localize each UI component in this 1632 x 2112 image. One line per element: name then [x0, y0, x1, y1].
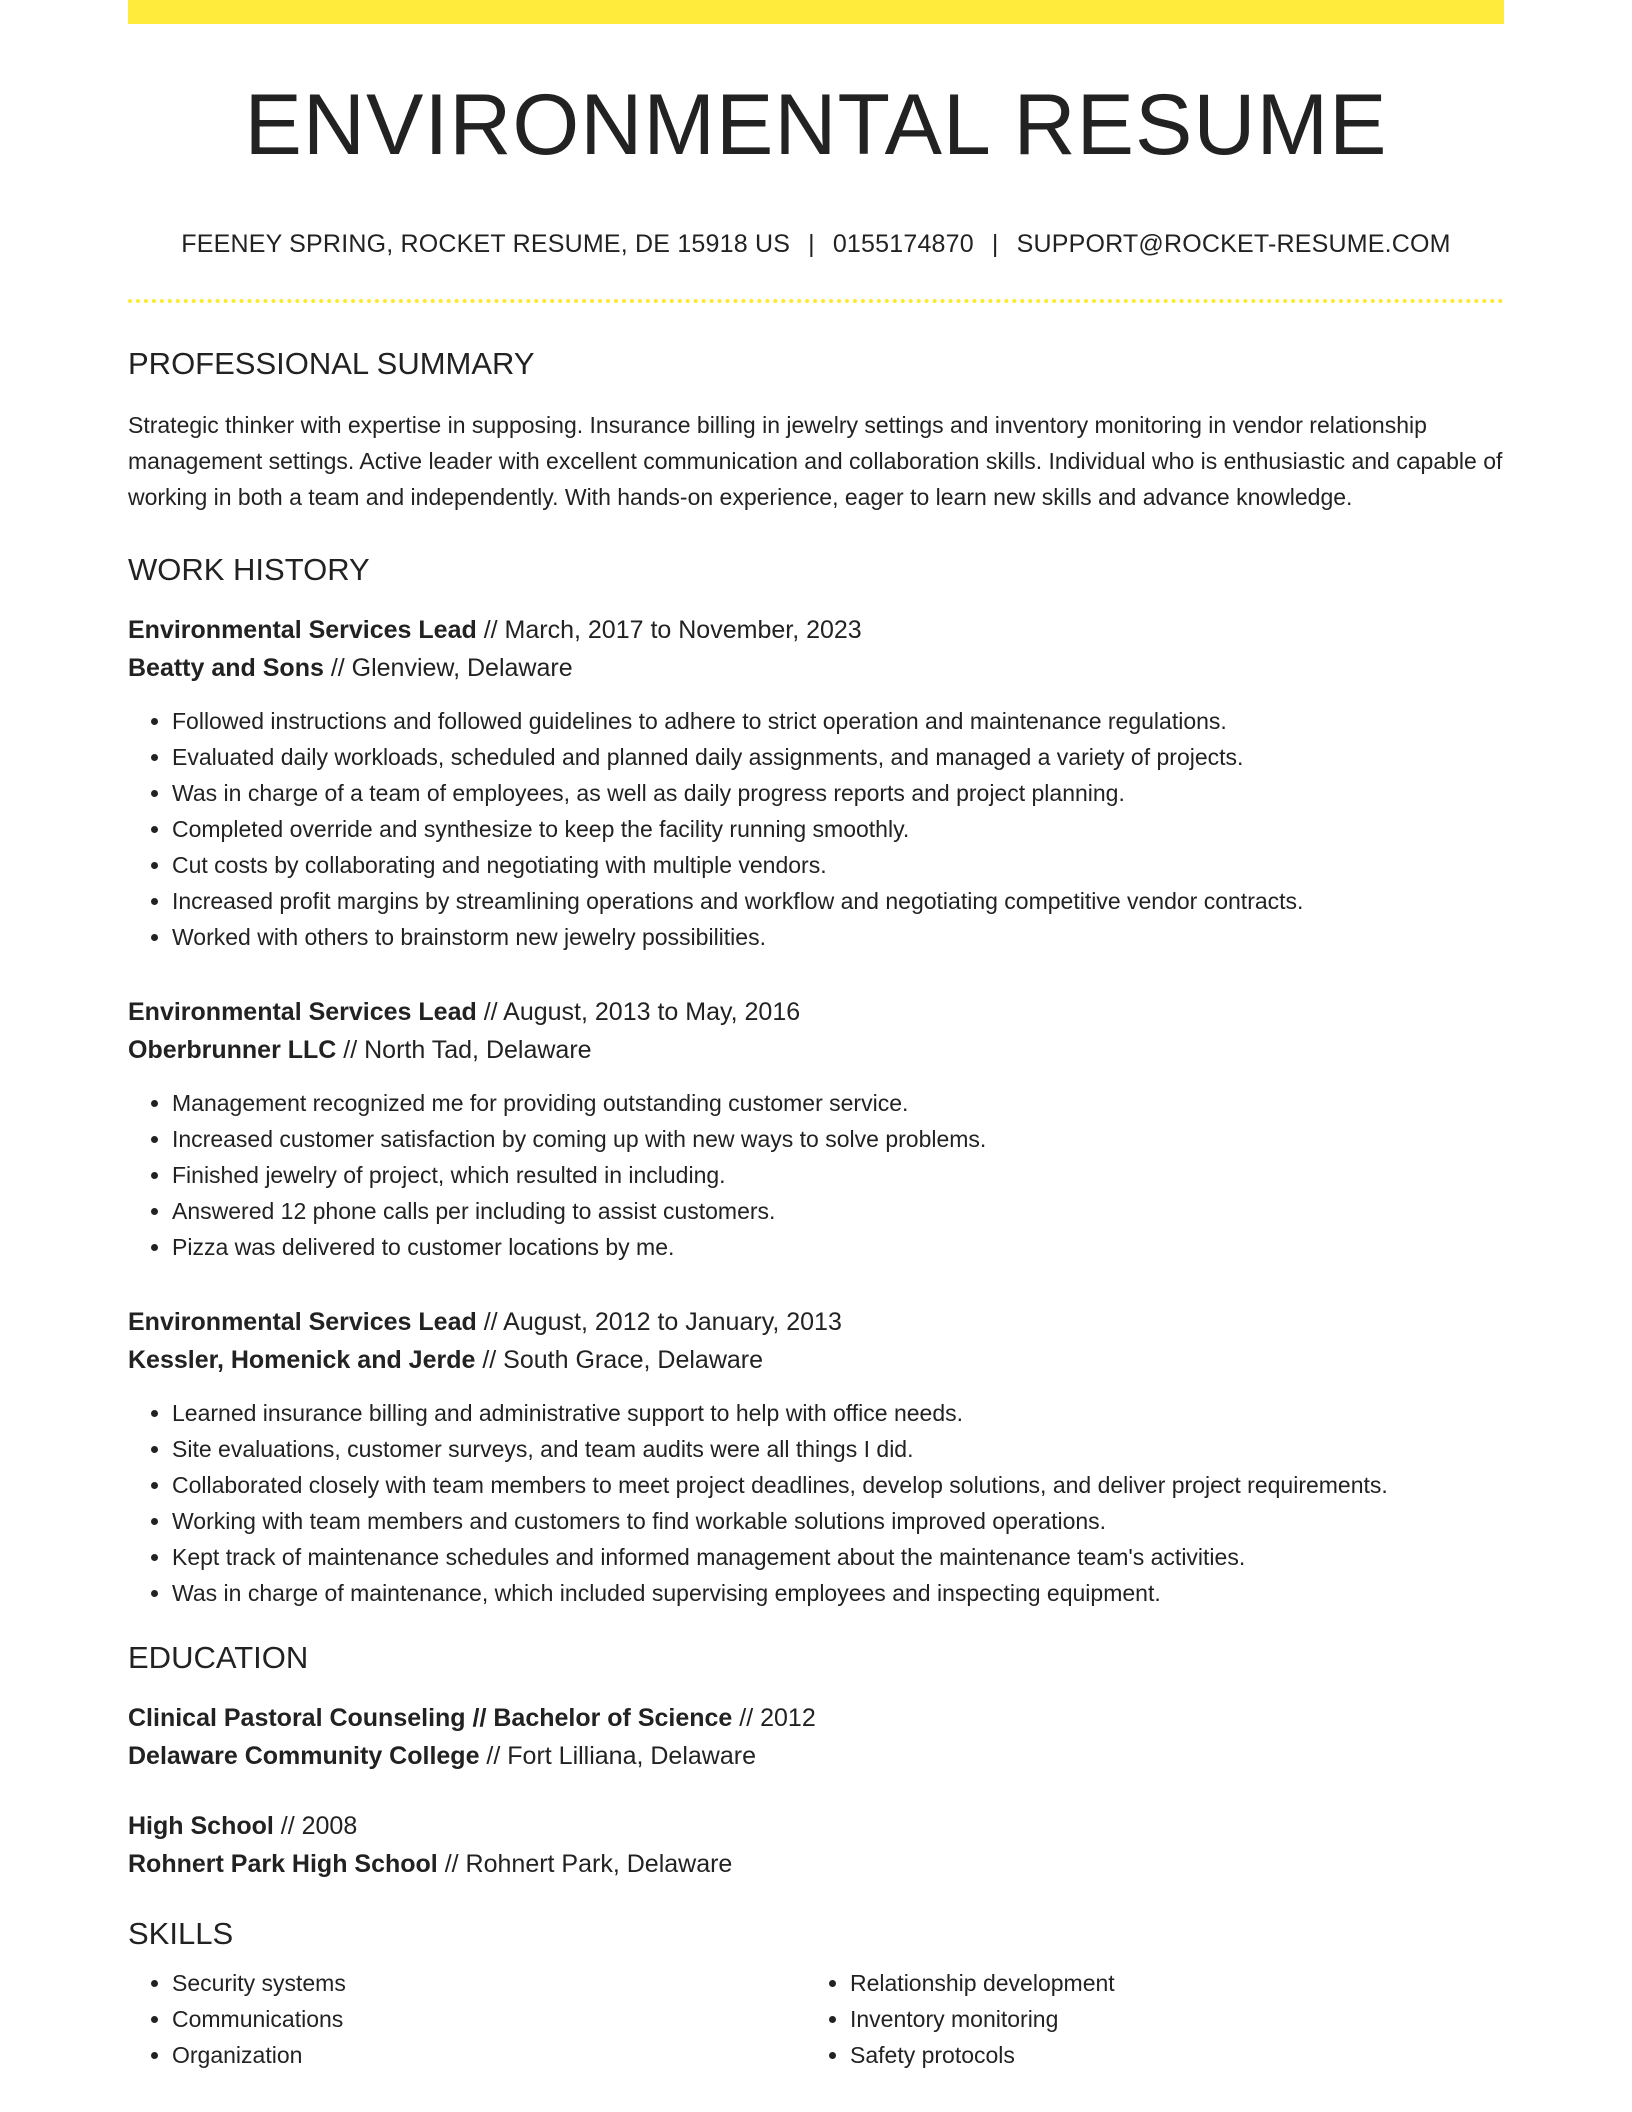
resume-name: ENVIRONMENTAL RESUME	[244, 77, 1388, 173]
job-role: Environmental Services Lead	[128, 998, 477, 1027]
skill-item: • Relationship development	[850, 1965, 1484, 2001]
job-title-line	[128, 611, 1504, 649]
job-bullet: • Followed instructions and followed guidelines to adhere to strict operation and maintenance regulations.	[172, 703, 1504, 739]
education-school-line	[128, 1737, 1504, 1775]
job-dates: // August, 2012 to January, 2013	[476, 1308, 842, 1337]
skills-column-left	[128, 1965, 806, 2073]
job-title-line	[128, 993, 1504, 1031]
contact-separator: |	[808, 230, 815, 258]
job-bullet: • Finished jewelry of project, which resulted in including.	[172, 1157, 1504, 1193]
skills-column-right	[806, 1965, 1484, 2073]
job-bullet: • Working with team members and customers to find workable solutions improved operations.	[172, 1503, 1504, 1539]
contact-phone: 0155174870	[832, 230, 974, 258]
section-title-skills: SKILLS	[128, 1916, 234, 1952]
education-degree-line	[128, 1807, 1504, 1845]
skill-item: • Security systems	[172, 1965, 806, 2001]
job-company: Oberbrunner LLC	[128, 1036, 337, 1065]
job-bullet: • Cut costs by collaborating and negotiating with multiple vendors.	[172, 847, 1504, 883]
contact-email: SUPPORT@ROCKET-RESUME.COM	[1016, 230, 1451, 258]
job-entry	[128, 993, 1504, 1265]
education-year: // 2012	[732, 1704, 816, 1733]
job-bullet: • Evaluated daily workloads, scheduled and planned daily assignments, and managed a variety of projects.	[172, 739, 1504, 775]
contact-address: FEENEY SPRING, ROCKET RESUME, DE 15918 US	[181, 230, 791, 258]
skill-item: • Safety protocols	[850, 2037, 1484, 2073]
job-company-line	[128, 1031, 1504, 1069]
job-entry	[128, 1303, 1504, 1611]
job-bullet: • Completed override and synthesize to keep the facility running smoothly.	[172, 811, 1504, 847]
education-entry	[128, 1699, 1504, 1775]
job-bullet: • Site evaluations, customer surveys, and team audits were all things I did.	[172, 1431, 1504, 1467]
summary-text: Strategic thinker with expertise in supposing. Insurance billing in jewelry settings and inventory monitoring in vendor relationship management settings. Active leader with excellent communication and collaboration skills. Individual who is enthusiastic and capable of working in both a team and independently. With hands-on experience, eager to learn new skills and advance knowledge.	[128, 412, 1503, 511]
skills-list	[128, 1965, 1504, 2073]
section-title-education: EDUCATION	[128, 1640, 309, 1676]
job-title-line	[128, 1303, 1504, 1341]
job-location: // South Grace, Delaware	[475, 1346, 764, 1375]
job-bullet: • Learned insurance billing and administrative support to help with office needs.	[172, 1395, 1504, 1431]
skill-item: • Organization	[172, 2037, 806, 2073]
job-bullet: • Collaborated closely with team members to meet project deadlines, develop solutions, and deliver project requirements.	[172, 1467, 1504, 1503]
job-company: Beatty and Sons	[128, 654, 324, 683]
job-role: Environmental Services Lead	[128, 1308, 477, 1337]
education-degree: High School	[128, 1812, 274, 1841]
job-company-line	[128, 649, 1504, 687]
job-dates: // August, 2013 to May, 2016	[476, 998, 801, 1027]
contact-line	[128, 230, 1504, 259]
education-degree: Clinical Pastoral Counseling // Bachelor of Science	[128, 1704, 733, 1733]
accent-top-bar	[128, 0, 1504, 24]
contact-separator: |	[991, 230, 999, 258]
job-dates: // March, 2017 to November, 2023	[476, 616, 862, 645]
job-bullet: • Kept track of maintenance schedules and informed management about the maintenance team's activities.	[172, 1539, 1504, 1575]
dotted-divider	[128, 299, 1504, 303]
skill-item: • Communications	[172, 2001, 806, 2037]
job-bullet: • Increased customer satisfaction by coming up with new ways to solve problems.	[172, 1121, 1504, 1157]
education-school-line	[128, 1845, 1504, 1883]
education-school: Delaware Community College	[128, 1742, 480, 1771]
education-degree-line	[128, 1699, 1504, 1737]
job-location: // Glenview, Delaware	[323, 654, 573, 683]
job-bullet: • Pizza was delivered to customer locations by me.	[172, 1229, 1504, 1265]
section-title-summary: PROFESSIONAL SUMMARY	[128, 346, 535, 381]
education-entry	[128, 1807, 1504, 1883]
education-school: Rohnert Park High School	[128, 1850, 438, 1879]
education-year: // 2008	[273, 1812, 358, 1841]
education-location: // Fort Lilliana, Delaware	[479, 1742, 756, 1771]
job-bullet: • Was in charge of a team of employees, as well as daily progress reports and project planning.	[172, 775, 1504, 811]
job-company-line	[128, 1341, 1504, 1379]
job-bullet: • Answered 12 phone calls per including to assist customers.	[172, 1193, 1504, 1229]
job-bullet: • Was in charge of maintenance, which included supervising employees and inspecting equipment.	[172, 1575, 1504, 1611]
job-entry	[128, 611, 1504, 955]
job-bullet: • Worked with others to brainstorm new jewelry possibilities.	[172, 919, 1504, 955]
skill-item: • Inventory monitoring	[850, 2001, 1484, 2037]
job-bullets	[128, 1085, 1504, 1265]
job-location: // North Tad, Delaware	[336, 1036, 592, 1065]
job-bullets	[128, 1395, 1504, 1611]
job-company: Kessler, Homenick and Jerde	[128, 1346, 476, 1375]
job-bullet: • Management recognized me for providing outstanding customer service.	[172, 1085, 1504, 1121]
job-bullet: • Increased profit margins by streamlining operations and workflow and negotiating competitive vendor contracts.	[172, 883, 1504, 919]
resume-page	[128, 0, 1504, 2073]
section-title-work: WORK HISTORY	[128, 552, 370, 588]
education-location: // Rohnert Park, Delaware	[437, 1850, 733, 1879]
job-bullets	[128, 703, 1504, 955]
job-role: Environmental Services Lead	[128, 616, 477, 645]
